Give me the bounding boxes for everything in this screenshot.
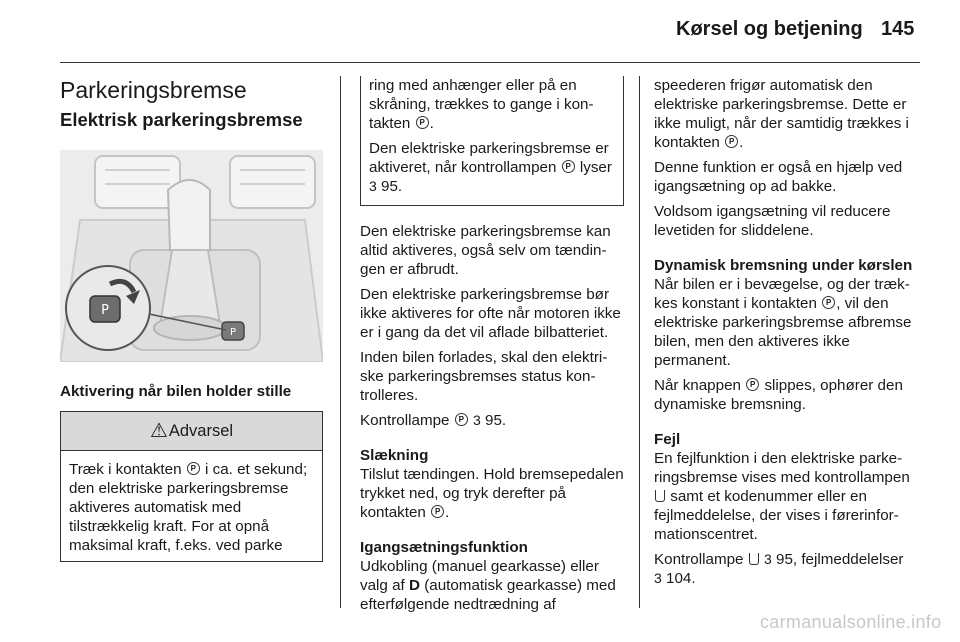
dynamic-braking-heading: Dynamisk bremsning under kørslen bbox=[654, 257, 913, 274]
svg-text:P: P bbox=[229, 327, 237, 338]
parking-brake-icon bbox=[187, 462, 200, 475]
paragraph: Kontrollampe 3 95, fejlmeddelelser 3 104. bbox=[654, 551, 904, 587]
paragraph: Udkobling (manuel gearkasse) eller valg af D (automatisk gearkasse) med efterfølgende nedtrædning af bbox=[360, 558, 616, 613]
paragraph: Når bilen er i bevægelse, og der trækkes konstant i kontakten P , vil den elektriske parkeringsbremse afbremse bilen, men den aktiveres ikke permanent. bbox=[654, 275, 921, 370]
warning-box bbox=[60, 411, 323, 562]
paragraph: En fejlfunktion i den elektriske parkeringsbremse vises med kontrollampen samt et kodenummer eller en fejlmeddelelse, der vises i førerinformationscentret. bbox=[654, 450, 910, 543]
paragraph: Denne funktion er også en hjælp ved igangsætning op ad bakke. bbox=[654, 159, 903, 195]
parking-brake-icon bbox=[455, 413, 468, 426]
watermark: carmanualsonline.info bbox=[760, 612, 942, 632]
paragraph: Når knappen P slippes, ophører den dynamiske bremsning. bbox=[654, 376, 921, 414]
drive-away-heading: Igangsætningsfunktion bbox=[360, 539, 528, 556]
paragraph: Kontrollampe P 3 95. bbox=[360, 411, 624, 430]
column-1 bbox=[60, 76, 323, 562]
column-3 bbox=[654, 76, 921, 594]
figure-caption: Aktivering når bilen holder stille bbox=[60, 383, 292, 400]
svg-text:P: P bbox=[101, 303, 109, 318]
warning-box-continued bbox=[360, 76, 624, 206]
warning-continued-text: Den elektriske parkeringsbremse er aktiveret, når kontrollampen P lyser 3 95. bbox=[369, 139, 615, 196]
column-divider bbox=[340, 76, 341, 608]
warning-icon: ⚠ bbox=[149, 419, 168, 442]
column-2 bbox=[360, 76, 624, 620]
brake-fault-icon bbox=[749, 553, 759, 565]
section-title: Parkeringsbremse bbox=[60, 77, 247, 103]
parking-brake-icon bbox=[562, 160, 575, 173]
parking-brake-icon bbox=[746, 378, 759, 391]
paragraph: Tilslut tændingen. Hold bremsepedalen trykket ned, og tryk derefter på kontakten P . bbox=[360, 465, 624, 522]
warning-body bbox=[61, 451, 322, 561]
reference-arrow-icon: 3 bbox=[763, 551, 772, 567]
paragraph: Den elektriske parkeringsbremse bør ikke aktiveres for ofte når motoren ikke er i gang da det vil aflade bilbatteriet. bbox=[360, 286, 621, 341]
paragraph: Den elektriske parkeringsbremse kan altid aktiveres, også selv om tændingen er afbrudt. bbox=[360, 223, 611, 278]
warning-continued-text: ring med anhænger eller på en skråning, trækkes to gange i kontakten P . bbox=[369, 76, 615, 133]
parking-brake-icon bbox=[416, 116, 429, 129]
page-number: 145 bbox=[881, 18, 915, 40]
parking-brake-icon bbox=[431, 505, 444, 518]
reference-arrow-icon: 3 bbox=[654, 570, 662, 586]
reference-arrow-icon: 3 bbox=[472, 412, 481, 428]
reference-arrow-icon: 3 bbox=[369, 178, 377, 194]
page-header-title: Kørsel og betjening bbox=[676, 18, 863, 40]
paragraph: Inden bilen forlades, skal den elektriske parkeringsbremses status kontrolleres. bbox=[360, 349, 608, 404]
parking-brake-icon bbox=[822, 296, 835, 309]
warning-heading: Advarsel bbox=[168, 421, 234, 440]
parking-brake-icon bbox=[725, 135, 738, 148]
parking-brake-figure bbox=[60, 150, 323, 362]
release-heading: Slækning bbox=[360, 447, 429, 464]
warning-text: Træk i kontakten P i ca. et sekund; den elektriske parkeringsbremse aktiveres automatisk med tilstrækkelig kraft. For at opnå maksimal kraft, f.eks. ved parke bbox=[69, 460, 314, 555]
column-divider bbox=[639, 76, 640, 608]
fault-heading: Fejl bbox=[654, 431, 681, 448]
subsection-title: Elektrisk parkeringsbremse bbox=[60, 109, 303, 130]
warning-header bbox=[61, 412, 322, 451]
brake-fault-icon bbox=[655, 490, 665, 502]
console-illustration bbox=[60, 150, 323, 362]
paragraph: speederen frigør automatisk den elektriske parkeringsbremse. Dette er ikke muligt, når der samtidig trækkes i kontakten P . bbox=[654, 76, 921, 152]
paragraph: Voldsom igangsætning vil reducere levetiden for sliddelene. bbox=[654, 203, 891, 239]
header-rule bbox=[60, 62, 920, 63]
